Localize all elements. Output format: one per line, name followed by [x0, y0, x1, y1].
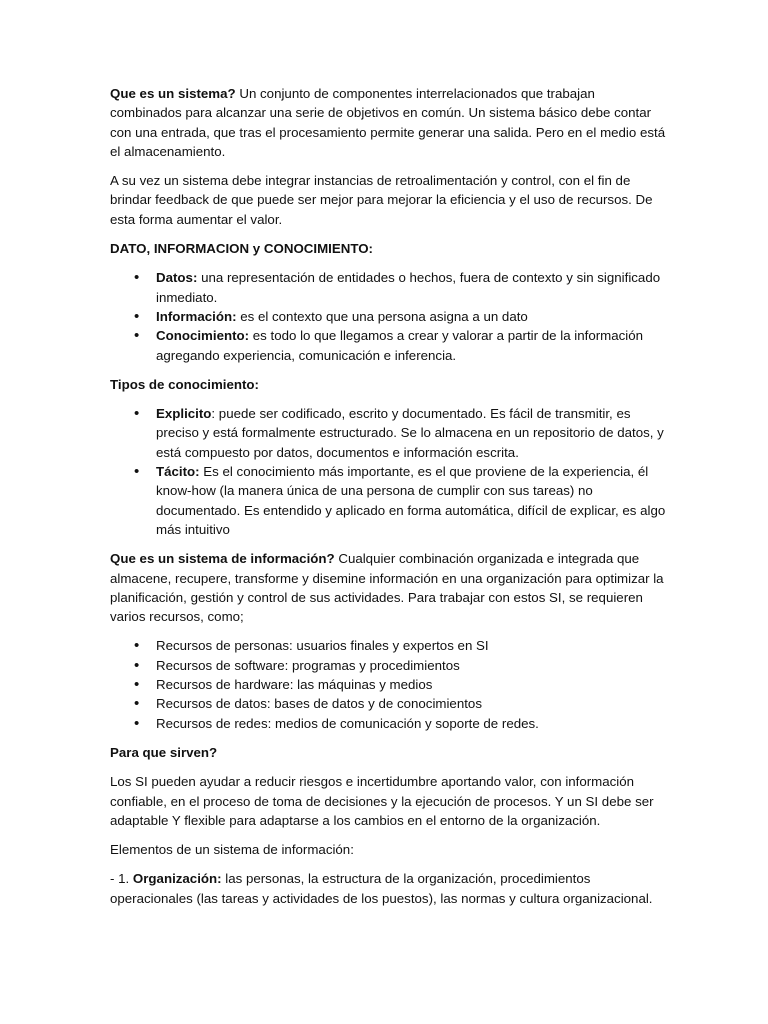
- list-item: • Recursos de personas: usuarios finales y expertos en SI: [156, 636, 668, 655]
- tipos-list: [110, 404, 668, 539]
- list-item-text: es todo lo que llegamos a crear y valorar a partir de la información agregando experiencia, comunicación e inferencia.: [156, 328, 644, 363]
- feedback-paragraph: A su vez un sistema debe integrar instancias de retroalimentación y control, con el fin de brindar feedback de que puede ser mejor para mejorar la eficiencia y el uso de recursos. De esta forma aumentar el valor.: [110, 173, 653, 227]
- list-item: [156, 326, 668, 365]
- list-item-term: Conocimiento:: [156, 328, 250, 344]
- elemento-1-term: Organización:: [132, 871, 222, 887]
- list-item-text: : puede ser codificado, escrito y documentado. Es fácil de transmitir, es preciso y está formalmente estructurado. Se lo almacena en un repositorio de datos, y está compuesto por datos, documentos e información escrita.: [156, 406, 664, 460]
- list-item: • Recursos de hardware: las máquinas y medios: [156, 675, 668, 694]
- dato-list: [110, 268, 668, 364]
- si-heading: Que es un sistema de información?: [110, 551, 335, 567]
- list-item-term: Datos:: [156, 270, 198, 286]
- intro-heading: Que es un sistema?: [110, 86, 236, 101]
- elementos-intro: Elementos de un sistema de información:: [110, 842, 354, 858]
- para-heading: [110, 743, 668, 762]
- para-heading-text: Para que sirven?: [110, 744, 218, 760]
- list-item-term: Información:: [156, 308, 237, 324]
- list-item: [156, 307, 668, 326]
- intro-paragraph: [110, 84, 668, 161]
- list-item-text: Es el conocimiento más importante, es el que proviene de la experiencia, él know-how (la manera única de una persona de cumplir con sus tareas) no documentado. Es entendido y aplicado en forma automática, difícil de explicar, es algo más intuitivo: [156, 464, 666, 537]
- recursos-list: [110, 636, 668, 732]
- si-text: Cualquier combinación organizada e integrada que almacene, recupere, transforme y disemine información en una organización para optimizar la planificación, gestión y control de sus actividades. Para trabajar con estos SI, se requieren varios recursos, como;: [110, 551, 664, 625]
- elemento-1-paragraph: [110, 869, 668, 908]
- para-paragraph: Los SI pueden ayudar a reducir riesgos e incertidumbre aportando valor, con información confiable, en el proceso de toma de decisiones y la ejecución de procesos. Y un SI debe ser adaptable Y flexible para adaptarse a los cambios en el entorno de la organización.: [110, 774, 654, 828]
- list-item: [156, 404, 668, 462]
- list-item-text: una representación de entidades o hechos, fuera de contexto y sin significado inmediato.: [156, 270, 661, 305]
- elemento-1-text: las personas, la estructura de la organización, procedimientos operacionales (las tareas y actividades de los puestos), las normas y cultura organizacional.: [110, 871, 653, 906]
- list-item: • Recursos de datos: bases de datos y de conocimientos: [156, 694, 668, 713]
- tipos-heading-text: Tipos de conocimiento:: [110, 376, 259, 392]
- si-paragraph: [110, 549, 668, 626]
- dato-heading: [110, 239, 668, 258]
- list-item-term: Tácito:: [156, 464, 200, 480]
- list-item: • Recursos de software: programas y procedimientos: [156, 656, 668, 675]
- list-item: [156, 462, 668, 539]
- elemento-1-prefix: - 1.: [110, 871, 133, 887]
- list-item-term: Explicito: [156, 406, 212, 422]
- list-item: • Recursos de redes: medios de comunicación y soporte de redes.: [156, 714, 668, 733]
- list-item-text: es el contexto que una persona asigna a un dato: [236, 308, 528, 324]
- list-item: [156, 268, 668, 307]
- intro-text: Un conjunto de componentes interrelacionados que trabajan combinados para alcanzar una serie de objetivos en común. Un sistema básico debe contar con una entrada, que tras el procesamiento permite generar una salida. Pero en el medio está el almacenamiento.: [110, 86, 666, 159]
- dato-heading-text: DATO, INFORMACION y CONOCIMIENTO:: [110, 241, 373, 257]
- tipos-heading: [110, 375, 668, 394]
